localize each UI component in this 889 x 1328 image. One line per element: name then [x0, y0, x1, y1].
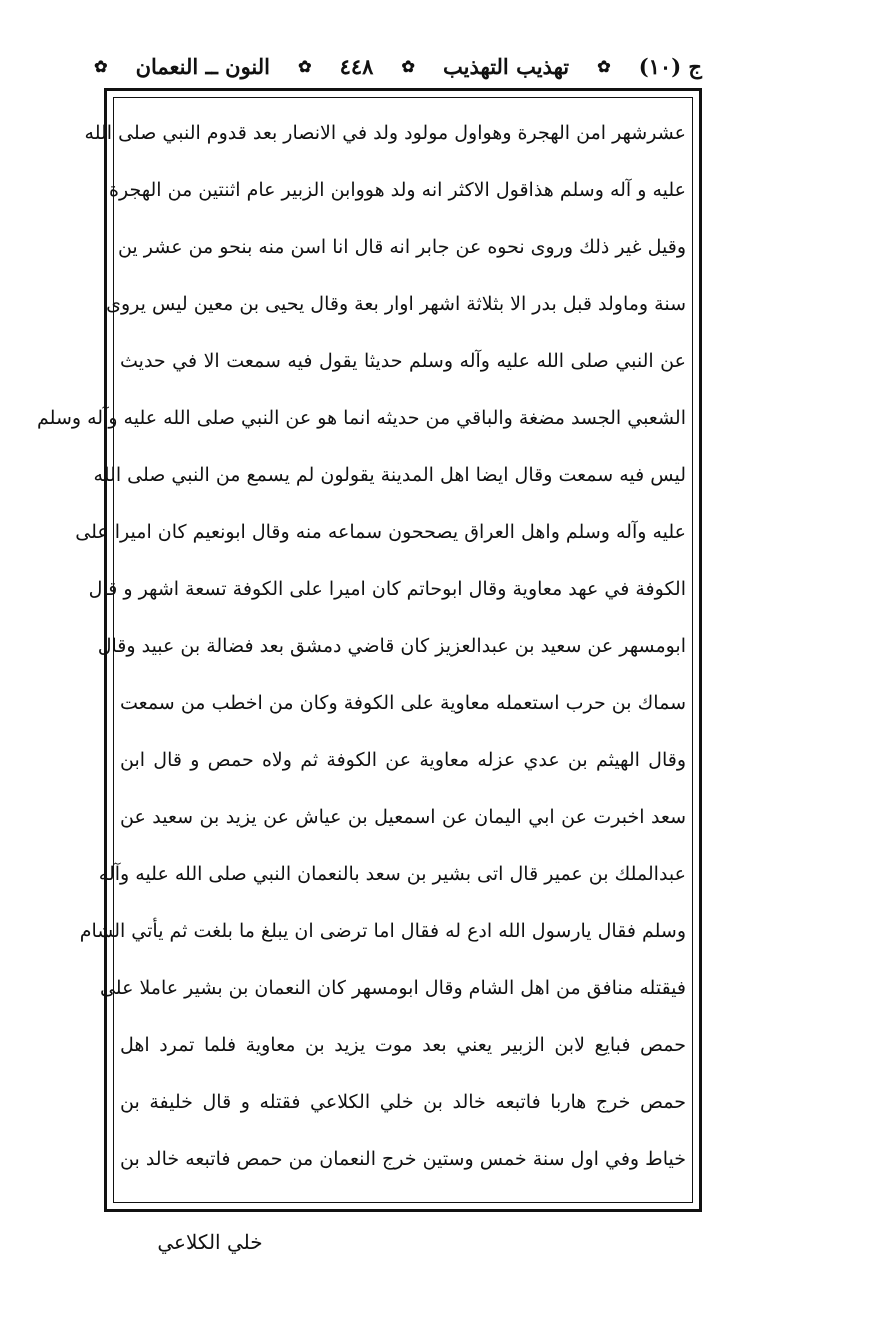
catchword: خلي الكلاعي [157, 1230, 263, 1254]
text-line: فيقتله منافق من اهل الشام وقال ابومسهر كان النعمان بن بشير عاملا على [99, 977, 686, 999]
page-number: ٤٤٨ [339, 53, 374, 79]
text-line: عشرشهر امن الهجرة وهواول مولود ولد في الانصار بعد قدوم النبي صلى الله [84, 122, 686, 144]
main-text [37, 108, 687, 1200]
volume-label: ج (١٠) [638, 53, 702, 79]
page-header [92, 44, 702, 88]
book-title: تهذيب التهذيب [443, 53, 570, 79]
flower-ornament-icon: ✿ [298, 56, 312, 76]
section-title: النون ــ النعمان [135, 53, 270, 79]
text-line: حمص خرج هاربا فاتبعه خالد بن خلي الكلاعي فقتله و قال خليفة بن [120, 1091, 686, 1113]
text-line: سعد اخبرت عن ابي اليمان عن اسمعيل بن عياش عن يزيد بن سعيد عن [120, 806, 686, 828]
text-line: عبدالملك بن عمير قال اتى بشير بن سعد بالنعمان النبي صلى الله عليه وآله [98, 863, 686, 885]
text-line: عليه وآله وسلم واهل العراق يصححون سماعه منه وقال ابونعيم كان اميرا على [75, 521, 686, 543]
text-line: الشعبي الجسد مضغة والباقي من حديثه انما هو عن النبي صلى الله عليه وآله وسلم [37, 407, 686, 429]
text-line: الكوفة في عهد معاوية وقال ابوحاتم كان اميرا على الكوفة تسعة اشهر و قال [88, 578, 686, 600]
flower-ornament-icon: ✿ [94, 56, 108, 76]
text-line: ابومسهر عن سعيد بن عبدالعزيز كان قاضي دمشق بعد فضالة بن عبيد وقال [97, 635, 686, 657]
text-line: وقيل غير ذلك وروى نحوه عن جابر انه قال انا اسن منه بنحو من عشر ين [117, 236, 686, 258]
text-line: عن النبي صلى الله عليه وآله وسلم حديثا يقول فيه سمعت الا في حديث [120, 350, 686, 372]
text-line: سنة وماولد قبل بدر الا بثلاثة اشهر اوار بعة وقال يحيى بن معين ليس يروى [106, 293, 686, 315]
text-line: وقال الهيثم بن عدي عزله معاوية عن الكوفة ثم ولاه حمص و قال ابن [120, 749, 687, 771]
flower-ornament-icon: ✿ [597, 56, 611, 76]
text-line: ليس فيه سمعت وقال ايضا اهل المدينة يقولون لم يسمع من النبي صلى الله [93, 464, 686, 486]
text-line: وسلم فقال يارسول الله ادع له فقال اما ترضى ان يبلغ ما بلغت ثم يأتي الشام [79, 920, 686, 942]
text-line: حمص فبايع لابن الزبير يعني بعد موت يزيد بن معاوية فلما تمرد اهل [120, 1034, 686, 1056]
text-line: عليه و آله وسلم هذاقول الاكثر انه ولد هووابن الزبير عام اثنتين من الهجرة [109, 179, 686, 201]
flower-ornament-icon: ✿ [401, 56, 415, 76]
text-line: خياط وفي اول سنة خمس وستين خرج النعمان من حمص فاتبعه خالد بن [120, 1148, 686, 1170]
text-line: سماك بن حرب استعمله معاوية على الكوفة وكان من اخطب من سمعت [120, 692, 686, 714]
